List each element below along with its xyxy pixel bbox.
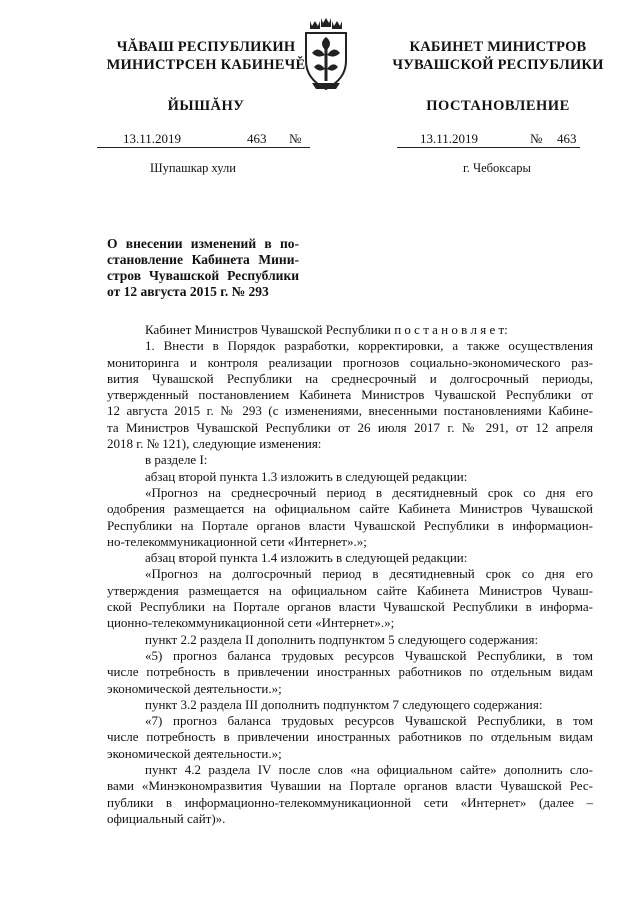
header-right-title — [373, 38, 623, 74]
body-line: та Министров Чувашской Республики от 26 июля 2017 г. № 291, от 12 апреля — [107, 419, 593, 435]
place-left: Шупашкар хули — [150, 161, 236, 175]
body-line: абзац второй пункта 1.4 изложить в следующей редакции: — [145, 550, 468, 566]
number-right: 463 — [557, 131, 577, 146]
header-left-line-1: ЧĂВАШ РЕСПУБЛИКИН — [116, 39, 296, 55]
body-line: пункт 2.2 раздела II дополнить подпунктом 5 следующего содержания: — [145, 631, 539, 647]
title-line: О внесении изменений в по- — [107, 236, 299, 251]
title-line: становление Кабинета Мини- — [107, 252, 299, 267]
body-line: экономической деятельности.»; — [107, 680, 282, 696]
header-left-title — [81, 38, 331, 74]
header-right-line-2: ЧУВАШСКОЙ РЕСПУБЛИКИ — [392, 57, 604, 73]
date-number-line-left — [97, 131, 310, 148]
header-left-line-2: МИНИСТРСЕН КАБИНЕЧĚ — [106, 57, 306, 73]
body-line: «Прогноз на долгосрочный период в десятидневный срок со дня его — [145, 566, 593, 582]
body-line: вития Чувашской Республики на среднесрочный и долгосрочный периоды, — [107, 370, 593, 386]
date-right: 13.11.2019 — [420, 131, 479, 146]
body-line: утвержденный постановлением Кабинета Министров Чувашской Республики от — [107, 387, 593, 403]
body-line: «5) прогноз баланса трудовых ресурсов Чувашской Республики, в том — [145, 647, 593, 663]
body-line: пункт 3.2 раздела III дополнить подпунктом 7 следующего содержания: — [145, 696, 543, 712]
header-right-line-1: КАБИНЕТ МИНИСТРОВ — [409, 39, 587, 55]
body-line: ской Республики на Портале органов власти Чувашской Республики в информа- — [107, 599, 593, 615]
place-right: г. Чебоксары — [463, 161, 531, 175]
header-right-doc-type: ПОСТАНОВЛЕНИЕ — [426, 98, 570, 114]
body-line: «Прогноз на среднесрочный период в десятидневный срок со дня его — [145, 484, 593, 500]
body-line: ционно-телекоммуникационной сети «Интернет».»; — [107, 615, 395, 631]
number-sign-left: № — [289, 131, 302, 146]
body-line: 1. Внести в Порядок разработки, корректировки, а также осуществления — [145, 338, 593, 354]
title-line: стров Чувашской Республики — [107, 268, 299, 283]
number-left: 463 — [247, 131, 267, 146]
document-title — [107, 236, 299, 300]
body-line: одобрения размещается на официальном сайте Кабинета Министров Чувашской — [107, 501, 593, 517]
header-left-doc-type: ЙЫШĂНУ — [167, 98, 245, 114]
title-line: от 12 августа 2015 г. № 293 — [107, 284, 269, 299]
body-line: утверждения размещается на официальном сайте Кабинета Министров Чуваш- — [107, 582, 593, 598]
date-left: 13.11.2019 — [123, 131, 182, 146]
number-sign-right: № — [530, 131, 543, 146]
body-line: Кабинет Министров Чувашской Республики п о с т а н о в л я е т: — [145, 322, 508, 337]
body-line: в разделе I: — [145, 452, 208, 468]
body-line: 12 августа 2015 г. № 293 (с изменениями, внесенными постановлениями Кабине- — [107, 403, 593, 419]
coat-of-arms-emblem — [296, 17, 356, 93]
document-body — [107, 322, 593, 827]
body-line: числе потребность в привлечении иностранных работников по отдельным видам — [107, 729, 593, 745]
body-line: вами «Минэкономразвития Чувашии на Портале органов власти Чувашской Рес- — [107, 778, 593, 794]
body-line: числе потребность в привлечении иностранных работников по отдельным видам — [107, 664, 593, 680]
body-line: публики в информационно-телекоммуникационной сети «Интернет» (далее – — [107, 794, 593, 810]
date-number-line-right — [397, 131, 580, 148]
body-line: экономической деятельности.»; — [107, 745, 282, 761]
body-line: «7) прогноз баланса трудовых ресурсов Чувашской Республики, в том — [145, 713, 593, 729]
body-line: абзац второй пункта 1.3 изложить в следующей редакции: — [145, 468, 468, 484]
body-line: 2018 г. № 121), следующие изменения: — [107, 436, 322, 452]
body-line: Республики на Портале органов власти Чувашской Республики в информацион- — [107, 517, 593, 533]
body-line: официальный сайт)». — [107, 810, 226, 826]
body-line: но-телекоммуникационной сети «Интернет».»; — [107, 533, 367, 549]
body-line: пункт 4.2 раздела IV после слов «на официальном сайте» дополнить сло- — [145, 762, 593, 778]
body-line: мониторинга и контроля реализации прогнозов социально-экономического раз- — [107, 354, 593, 370]
